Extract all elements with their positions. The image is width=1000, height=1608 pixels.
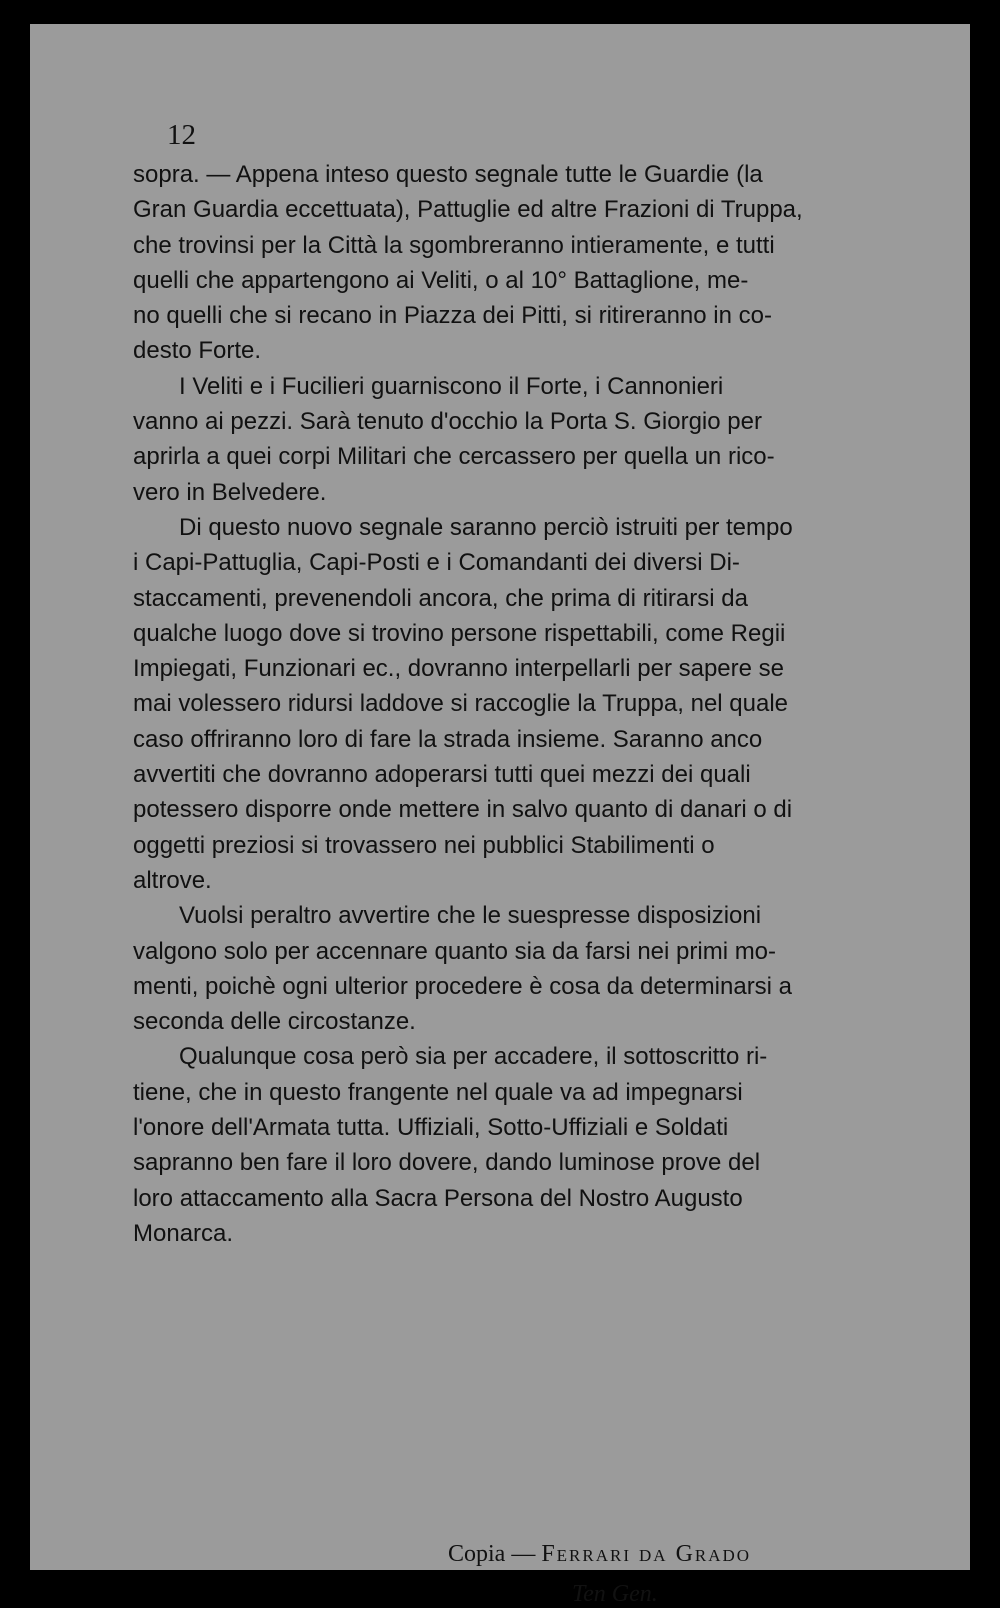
text-line: staccamenti, prevenendoli ancora, che prima di ritirarsi da xyxy=(133,584,748,612)
text-line: che trovinsi per la Città la sgombreranno intieramente, e tutti xyxy=(133,231,775,259)
text-line: seconda delle circostanze. xyxy=(133,1008,416,1036)
signature-copia: Copia xyxy=(448,1541,506,1567)
text-line: Qualunque cosa però sia per accadere, il sottoscritto ri- xyxy=(179,1043,768,1071)
text-line: sapranno ben fare il loro dovere, dando luminose prove del xyxy=(133,1149,761,1177)
text-line: no quelli che si recano in Piazza dei Pitti, si ritireranno in co- xyxy=(133,302,772,330)
text-line: qualche luogo dove si trovino persone rispettabili, come Regii xyxy=(133,619,786,647)
text-line: tiene, che in questo frangente nel quale va ad impegnarsi xyxy=(133,1078,743,1106)
text-line: oggetti preziosi si trovassero nei pubblici Stabilimenti o xyxy=(133,831,715,859)
signature-title: Ten Gen. xyxy=(572,1581,658,1607)
text-line: desto Forte. xyxy=(133,337,262,365)
book-page xyxy=(30,24,970,1607)
text-line: Vuolsi peraltro avvertire che le suespresse disposizioni xyxy=(179,902,762,930)
body-text xyxy=(133,157,893,1251)
text-line: i Capi-Pattuglia, Capi-Posti e i Comandanti dei diversi Di- xyxy=(133,549,740,577)
text-line: sopra. — Appena inteso questo segnale tutte le Guardie (la xyxy=(133,161,763,188)
text-line: mai volessero ridursi laddove si raccoglie la Truppa, nel quale xyxy=(133,690,789,718)
page-number: 12 xyxy=(167,119,196,151)
text-line: Gran Guardia eccettuata), Pattuglie ed altre Frazioni di Truppa, xyxy=(133,196,803,224)
signature-dash: — xyxy=(505,1541,542,1567)
text-line: altrove. xyxy=(133,866,212,894)
text-line: avvertiti che dovranno adoperarsi tutti quei mezzi dei quali xyxy=(133,761,751,789)
text-line: caso offriranno loro di fare la strada insieme. Saranno anco xyxy=(133,725,763,753)
text-line: menti, poichè ogni ulterior procedere è cosa da determinarsi a xyxy=(133,972,793,1000)
text-line: l'onore dell'Armata tutta. Uffiziali, Sotto-Uffiziali e Soldati xyxy=(133,1114,729,1142)
text-line: Monarca. xyxy=(133,1219,234,1247)
text-line: aprirla a quei corpi Militari che cercassero per quella un rico- xyxy=(133,443,775,471)
signature-line xyxy=(448,1541,751,1568)
text-line: loro attaccamento alla Sacra Persona del Nostro Augusto xyxy=(133,1184,743,1212)
text-line: potessero disporre onde mettere in salvo quanto di danari o di xyxy=(133,796,793,824)
text-line: Impiegati, Funzionari ec., dovranno interpellarli per sapere se xyxy=(133,655,785,683)
text-line: Di questo nuovo segnale saranno perciò istruiti per tempo xyxy=(179,513,793,541)
text-line: vero in Belvedere. xyxy=(133,478,327,506)
text-line: quelli che appartengono ai Veliti, o al 10° Battaglione, me- xyxy=(133,266,749,294)
text-line: vanno ai pezzi. Sarà tenuto d'occhio la Porta S. Giorgio per xyxy=(133,408,762,436)
text-line: I Veliti e i Fucilieri guarniscono il Forte, i Cannonieri xyxy=(179,372,724,400)
text-line: valgono solo per accennare quanto sia da farsi nei primi mo- xyxy=(133,937,777,965)
signature-name: Ferrari da Grado xyxy=(541,1541,752,1567)
